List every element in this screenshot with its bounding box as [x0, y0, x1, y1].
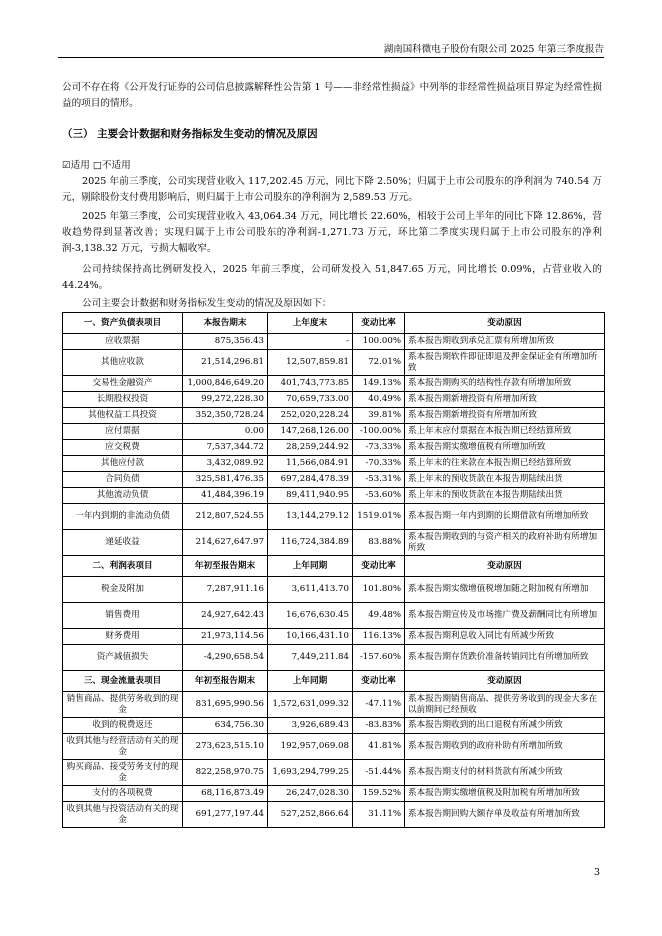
item-name-cell: 财务费用	[63, 629, 183, 645]
reason-cell: 系本报告期回购大额存单及收益有所增加所致	[405, 802, 605, 828]
prior-value-cell: 252,020,228.24	[268, 408, 353, 424]
column-header: 变动原因	[405, 313, 605, 334]
column-header: 变动原因	[405, 556, 605, 577]
reason-cell: 系本报告期购买的结构性存款有所增加所致	[405, 376, 605, 392]
prior-value-cell: 192,957,069.08	[268, 734, 353, 760]
item-name-cell: 交易性金融资产	[63, 376, 183, 392]
change-rate-cell: -70.33%	[353, 456, 405, 472]
item-name-cell: 递延收益	[63, 530, 183, 556]
change-rate-cell: -47.11%	[353, 692, 405, 718]
item-name-cell: 一年内到期的非流动负债	[63, 504, 183, 530]
prior-value-cell: 26,247,028.30	[268, 786, 353, 802]
reason-cell: 系上年末的预收货款在本报告期陆续出货	[405, 472, 605, 488]
column-header: 三、现金流量表项目	[63, 671, 183, 692]
item-name-cell: 资产减值损失	[63, 645, 183, 671]
change-rate-cell: 149.13%	[353, 376, 405, 392]
table-row	[63, 629, 605, 645]
change-rate-cell: -53.31%	[353, 472, 405, 488]
prior-value-cell: 1,693,294,799.25	[268, 760, 353, 786]
change-rate-cell: 41.81%	[353, 734, 405, 760]
table-row	[63, 350, 605, 376]
current-value-cell: 212,807,524.55	[183, 504, 268, 530]
current-value-cell: 214,627,647.97	[183, 530, 268, 556]
reason-cell: 系本报告期收到承兑汇票有所增加所致	[405, 334, 605, 350]
change-rate-cell: 49.48%	[353, 603, 405, 629]
column-header: 二、利润表项目	[63, 556, 183, 577]
table-row	[63, 734, 605, 760]
table-row	[63, 786, 605, 802]
reason-cell: 系本报告期实缴增值税有所增加所致	[405, 440, 605, 456]
reason-cell: 系本报告期实缴增值税增加随之附加税有所增加	[405, 577, 605, 603]
current-value-cell: 691,277,197.44	[183, 802, 268, 828]
change-rate-cell: 100.00%	[353, 334, 405, 350]
table-section-header	[63, 671, 605, 692]
reason-cell: 系本报告期存货跌价准备转销同比有所增加所致	[405, 645, 605, 671]
current-value-cell: 822,258,970.75	[183, 760, 268, 786]
prior-value-cell: 527,252,866.64	[268, 802, 353, 828]
prior-value-cell: 7,449,211.84	[268, 645, 353, 671]
item-name-cell: 其他应付款	[63, 456, 183, 472]
current-value-cell: 875,356.43	[183, 334, 268, 350]
reason-cell: 系本报告期新增投资有所增加所致	[405, 392, 605, 408]
prior-value-cell: 116,724,384.89	[268, 530, 353, 556]
change-rate-cell: 31.11%	[353, 802, 405, 828]
table-row	[63, 440, 605, 456]
column-header: 变动比率	[353, 313, 405, 334]
item-name-cell: 销售费用	[63, 603, 183, 629]
table-row	[63, 645, 605, 671]
prior-value-cell: 697,284,478.39	[268, 472, 353, 488]
reason-cell: 系本报告期一年内到期的长期借款有所增加所致	[405, 504, 605, 530]
change-rate-cell: 101.80%	[353, 577, 405, 603]
prior-value-cell: 11,566,084.91	[268, 456, 353, 472]
table-row	[63, 424, 605, 440]
prior-value-cell: 89,411,940.95	[268, 488, 353, 504]
paragraph-revenue-ytd: 2025 年前三季度，公司实现营业收入 117,202.45 万元，同比下降 2.50%；归属于上市公司股东的净利润为 740.54 万元，剔除股份支付费用影响后，则归属于上市公司股东的净利润为 2,589.53 万元。	[62, 176, 602, 203]
current-value-cell: 99,272,228.30	[183, 392, 268, 408]
current-value-cell: 831,695,990.56	[183, 692, 268, 718]
table-row	[63, 472, 605, 488]
change-rate-cell: 72.01%	[353, 350, 405, 376]
table-row	[63, 802, 605, 828]
reason-cell: 系本报告期收到的与资产相关的政府补助有所增加所致	[405, 530, 605, 556]
column-header: 变动比率	[353, 671, 405, 692]
change-rate-cell: 39.81%	[353, 408, 405, 424]
prior-value-cell: 10,166,431.10	[268, 629, 353, 645]
prior-value-cell: 16,676,630.45	[268, 603, 353, 629]
table-row	[63, 408, 605, 424]
change-rate-cell: 1519.01%	[353, 504, 405, 530]
page-number: 3	[593, 867, 600, 878]
change-rate-cell: 159.52%	[353, 786, 405, 802]
column-header: 上年同期	[268, 556, 353, 577]
reason-cell: 系上年末的预收货款在本报告期陆续出货	[405, 488, 605, 504]
section-title: （三） 主要会计数据和财务指标发生变动的情况及原因	[62, 128, 318, 140]
prior-value-cell: 28,259,244.92	[268, 440, 353, 456]
change-rate-cell: -73.33%	[353, 440, 405, 456]
current-value-cell: 1,000,846,649.20	[183, 376, 268, 392]
prior-value-cell: 401,743,773.85	[268, 376, 353, 392]
item-name-cell: 税金及附加	[63, 577, 183, 603]
item-name-cell: 收到其他与投资活动有关的现金	[63, 802, 183, 828]
prior-value-cell: 1,572,631,099.32	[268, 692, 353, 718]
table-row	[63, 603, 605, 629]
current-value-cell: 352,350,728.24	[183, 408, 268, 424]
table-section-header	[63, 313, 605, 334]
current-value-cell: 3,432,089.92	[183, 456, 268, 472]
change-rate-cell: 116.13%	[353, 629, 405, 645]
table-row	[63, 488, 605, 504]
reason-cell: 系本报告期新增投资有所增加所致	[405, 408, 605, 424]
current-value-cell: 24,927,642.43	[183, 603, 268, 629]
item-name-cell: 其他流动负债	[63, 488, 183, 504]
current-value-cell: 0.00	[183, 424, 268, 440]
current-value-cell: 21,514,296.81	[183, 350, 268, 376]
current-value-cell: 7,287,911.16	[183, 577, 268, 603]
current-value-cell: 325,581,476.35	[183, 472, 268, 488]
table-row	[63, 504, 605, 530]
reason-cell: 系本报告期支付的材料货款有所减少所致	[405, 760, 605, 786]
table-row	[63, 530, 605, 556]
reason-cell: 系本报告期软件即征即退及押金保证金有所增加所致	[405, 350, 605, 376]
reason-cell: 系上年末应付票据在本报告期已经结算所致	[405, 424, 605, 440]
reason-cell: 系本报告期实缴增值税及附加税有所增加所致	[405, 786, 605, 802]
prior-value-cell: 3,926,689.43	[268, 718, 353, 734]
table-row	[63, 376, 605, 392]
table-section-header	[63, 556, 605, 577]
prior-value-cell: 3,611,413.70	[268, 577, 353, 603]
column-header: 年初至报告期末	[183, 556, 268, 577]
reason-cell: 系本报告期利息收入同比有所减少所致	[405, 629, 605, 645]
change-rate-cell: -53.60%	[353, 488, 405, 504]
item-name-cell: 支付的各项税费	[63, 786, 183, 802]
table-row	[63, 456, 605, 472]
reason-cell: 系本报告期收到的政府补助有所增加所致	[405, 734, 605, 760]
current-value-cell: 68,116,873.49	[183, 786, 268, 802]
column-header: 变动比率	[353, 556, 405, 577]
column-header: 年初至报告期末	[183, 671, 268, 692]
item-name-cell: 购买商品、接受劳务支付的现金	[63, 760, 183, 786]
reason-cell: 系本报告期宣传及市场推广费及薪酬同比有所增加	[405, 603, 605, 629]
column-header: 本报告期末	[183, 313, 268, 334]
prior-value-cell: 13,144,279.12	[268, 504, 353, 530]
column-header: 上年度末	[268, 313, 353, 334]
reason-cell: 系上年末的往来款在本报告期已经结算所致	[405, 456, 605, 472]
paragraph-table-intro: 公司主要会计数据和财务指标发生变动的情况及原因如下：	[82, 298, 332, 309]
column-header: 上年同期	[268, 671, 353, 692]
financial-changes-table	[62, 312, 605, 828]
table-row	[63, 392, 605, 408]
prior-value-cell: 147,268,126.00	[268, 424, 353, 440]
item-name-cell: 收到其他与经营活动有关的现金	[63, 734, 183, 760]
current-value-cell: 7,537,344.72	[183, 440, 268, 456]
change-rate-cell: -157.60%	[353, 645, 405, 671]
table-row	[63, 692, 605, 718]
item-name-cell: 应交税费	[63, 440, 183, 456]
item-name-cell: 应付票据	[63, 424, 183, 440]
item-name-cell: 长期股权投资	[63, 392, 183, 408]
item-name-cell: 其他应收款	[63, 350, 183, 376]
item-name-cell: 合同负债	[63, 472, 183, 488]
table-row	[63, 334, 605, 350]
reason-cell: 系本报告期收到的出口退税有所减少所致	[405, 718, 605, 734]
table-row	[63, 577, 605, 603]
prior-value-cell: -	[268, 334, 353, 350]
change-rate-cell: 83.88%	[353, 530, 405, 556]
page-header: 湖南国科微电子股份有限公司 2025 年第三季度报告	[383, 44, 604, 55]
change-rate-cell: 40.49%	[353, 392, 405, 408]
intro-paragraph: 公司不存在将《公开发行证券的公司信息披露解释性公告第 1 号——非经常性损益》中列举的非经常性损益项目界定为经常性损益的项目的情形。	[62, 82, 602, 109]
reason-cell: 系本报告期销售商品、提供劳务收到的现金大多在以前期间已经预收	[405, 692, 605, 718]
current-value-cell: 41,484,396.19	[183, 488, 268, 504]
current-value-cell: 273,623,515.10	[183, 734, 268, 760]
header-rule	[58, 57, 604, 58]
current-value-cell: 21,973,114.56	[183, 629, 268, 645]
column-header: 变动原因	[405, 671, 605, 692]
paragraph-revenue-q3: 2025 年第三季度，公司实现营业收入 43,064.34 万元，同比增长 22.60%，相较于公司上半年的同比下降 12.86%，营收趋势得到显著改善；实现归属于上市公司股东的净利润-1,271.73 万元，环比第二季度实现归属于上市公司股东的净利润-3,138.32 万元，亏损大幅收窄。	[62, 211, 602, 254]
prior-value-cell: 70,659,733.00	[268, 392, 353, 408]
item-name-cell: 收到的税费返还	[63, 718, 183, 734]
item-name-cell: 应收票据	[63, 334, 183, 350]
current-value-cell: 634,756.30	[183, 718, 268, 734]
table-row	[63, 760, 605, 786]
item-name-cell: 其他权益工具投资	[63, 408, 183, 424]
column-header: 一、资产负债表项目	[63, 313, 183, 334]
item-name-cell: 销售商品、提供劳务收到的现金	[63, 692, 183, 718]
change-rate-cell: -83.83%	[353, 718, 405, 734]
table-row	[63, 718, 605, 734]
change-rate-cell: -51.44%	[353, 760, 405, 786]
prior-value-cell: 12,507,859.81	[268, 350, 353, 376]
change-rate-cell: -100.00%	[353, 424, 405, 440]
current-value-cell: -4,290,658.54	[183, 645, 268, 671]
paragraph-rd-investment: 公司持续保持高比例研发投入，2025 年前三季度，公司研发投入 51,847.65 万元，同比增长 0.09%，占营业收入的 44.24%。	[62, 264, 602, 291]
applicable-checkbox-text: ☑适用 □不适用	[62, 160, 131, 171]
